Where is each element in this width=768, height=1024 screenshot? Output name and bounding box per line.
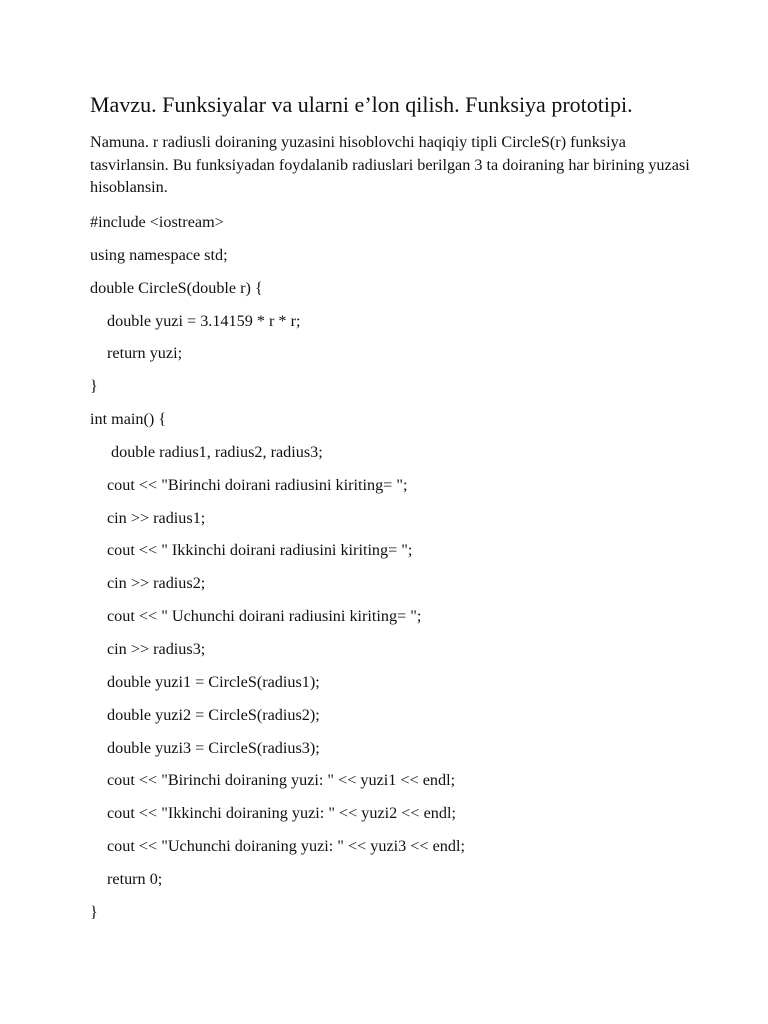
code-line: #include <iostream> bbox=[90, 213, 224, 231]
code-line: cout << " Uchunchi doirani radiusini kiriting= "; bbox=[107, 607, 422, 626]
code-listing bbox=[90, 206, 465, 929]
code-line: return 0; bbox=[107, 869, 163, 888]
code-line: cin >> radius2; bbox=[107, 574, 206, 593]
code-line: cout << "Ikkinchi doiraning yuzi: " << yuzi2 << endl; bbox=[107, 804, 456, 823]
document-title: Mavzu. Funksiyalar va ularni e’lon qilish. Funksiya prototipi. bbox=[90, 92, 633, 117]
code-line: cout << "Uchunchi doiraning yuzi: " << yuzi3 << endl; bbox=[107, 837, 465, 856]
code-line: double yuzi3 = CircleS(radius3); bbox=[107, 738, 320, 757]
code-line: cin >> radius3; bbox=[107, 639, 206, 658]
code-line: using namespace std; bbox=[90, 245, 228, 264]
code-line: double radius1, radius2, radius3; bbox=[111, 442, 323, 461]
code-line: } bbox=[90, 377, 98, 396]
code-line: double yuzi = 3.14159 * r * r; bbox=[107, 311, 301, 330]
code-line: } bbox=[90, 902, 98, 921]
code-line: double CircleS(double r) { bbox=[90, 278, 263, 297]
code-line: cout << "Birinchi doirani radiusini kiriting= "; bbox=[107, 475, 408, 494]
intro-paragraph: Namuna. r radiusli doiraning yuzasini hisoblovchi haqiqiy tipli CircleS(r) funksiya tasvirlansin. Bu funksiyadan foydalanib radiuslari berilgan 3 ta doiraning har birining yuzasi hisoblansin. bbox=[90, 133, 690, 196]
code-line: cout << "Birinchi doiraning yuzi: " << yuzi1 << endl; bbox=[107, 771, 456, 790]
code-line: return yuzi; bbox=[107, 344, 183, 363]
code-line: cout << " Ikkinchi doirani radiusini kiriting= "; bbox=[107, 541, 413, 560]
code-line: double yuzi2 = CircleS(radius2); bbox=[107, 705, 320, 724]
code-line: int main() { bbox=[90, 410, 167, 429]
code-line: cin >> radius1; bbox=[107, 508, 206, 527]
code-line: double yuzi1 = CircleS(radius1); bbox=[107, 672, 320, 691]
